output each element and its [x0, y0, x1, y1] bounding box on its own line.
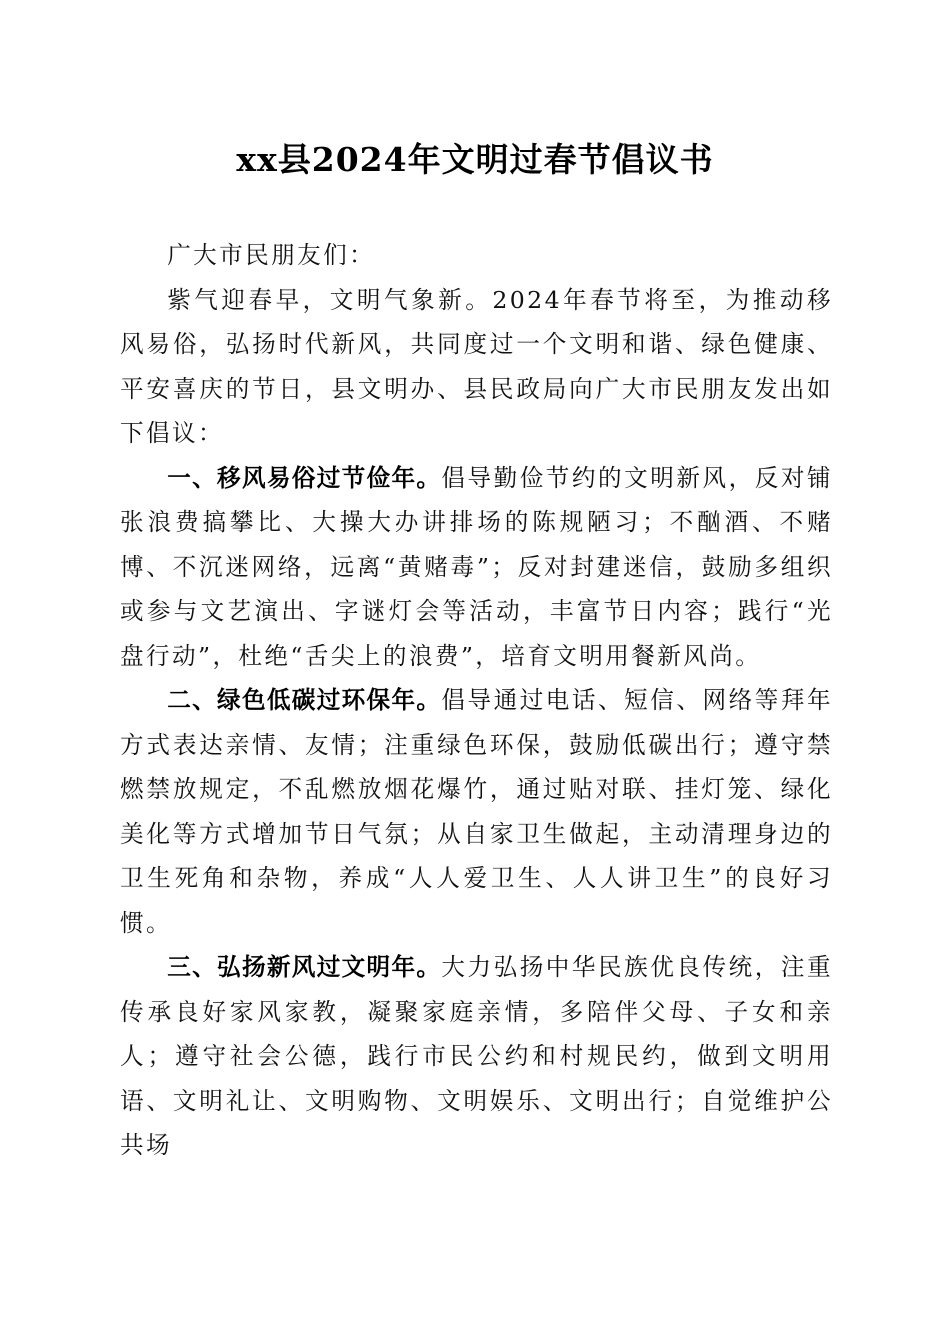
- document-title: xx县2024年文明过春节倡议书: [236, 140, 714, 179]
- section-heading: 三、弘扬新风过文明年。: [167, 953, 442, 981]
- section-paragraph: [120, 945, 833, 1168]
- document-body: [120, 233, 833, 1168]
- section-text: 倡导勤俭节约的文明新风，反对铺张浪费搞攀比、大操大办讲排场的陈规陋习；不酗酒、不赌博、不沉迷网络，远离“黄赌毒”；反对封建迷信，鼓励多组织或参与文艺演出、字谜灯会等活动，丰富节日内容；践行“光盘行动”，杜绝“舌尖上的浪费”，培育文明用餐新风尚。: [120, 463, 834, 670]
- section-paragraph: [120, 456, 833, 679]
- section-heading: 一、移风易俗过节俭年。: [167, 463, 442, 492]
- intro-paragraph: 紫气迎春早，文明气象新。2024年春节将至，为推动移风易俗，弘扬时代新风，共同度过一个文明和谐、绿色健康、平安喜庆的节日，县文明办、县民政局向广大市民朋友发出如下倡议：: [120, 285, 833, 447]
- section-text: 大力弘扬中华民族优良传统，注重传承良好家风家教，凝聚家庭亲情，多陪伴父母、子女和亲人；遵守社会公德，践行市民公约和村规民约，做到文明用语、文明礼让、文明购物、文明娱乐、文明出行；自觉维护公共场: [120, 953, 834, 1159]
- section-text: 倡导通过电话、短信、网络等拜年方式表达亲情、友情；注重绿色环保，鼓励低碳出行；遵守禁燃禁放规定，不乱燃放烟花爆竹，通过贴对联、挂灯笼、绿化美化等方式增加节日气氛；从自家卫生做起，主动清理身边的卫生死角和杂物，养成“人人爱卫生、人人讲卫生”的良好习惯。: [120, 686, 834, 937]
- salutation: 广大市民朋友们：: [167, 241, 376, 269]
- section-paragraph: [120, 678, 833, 945]
- section-heading: 二、绿色低碳过环保年。: [167, 686, 442, 714]
